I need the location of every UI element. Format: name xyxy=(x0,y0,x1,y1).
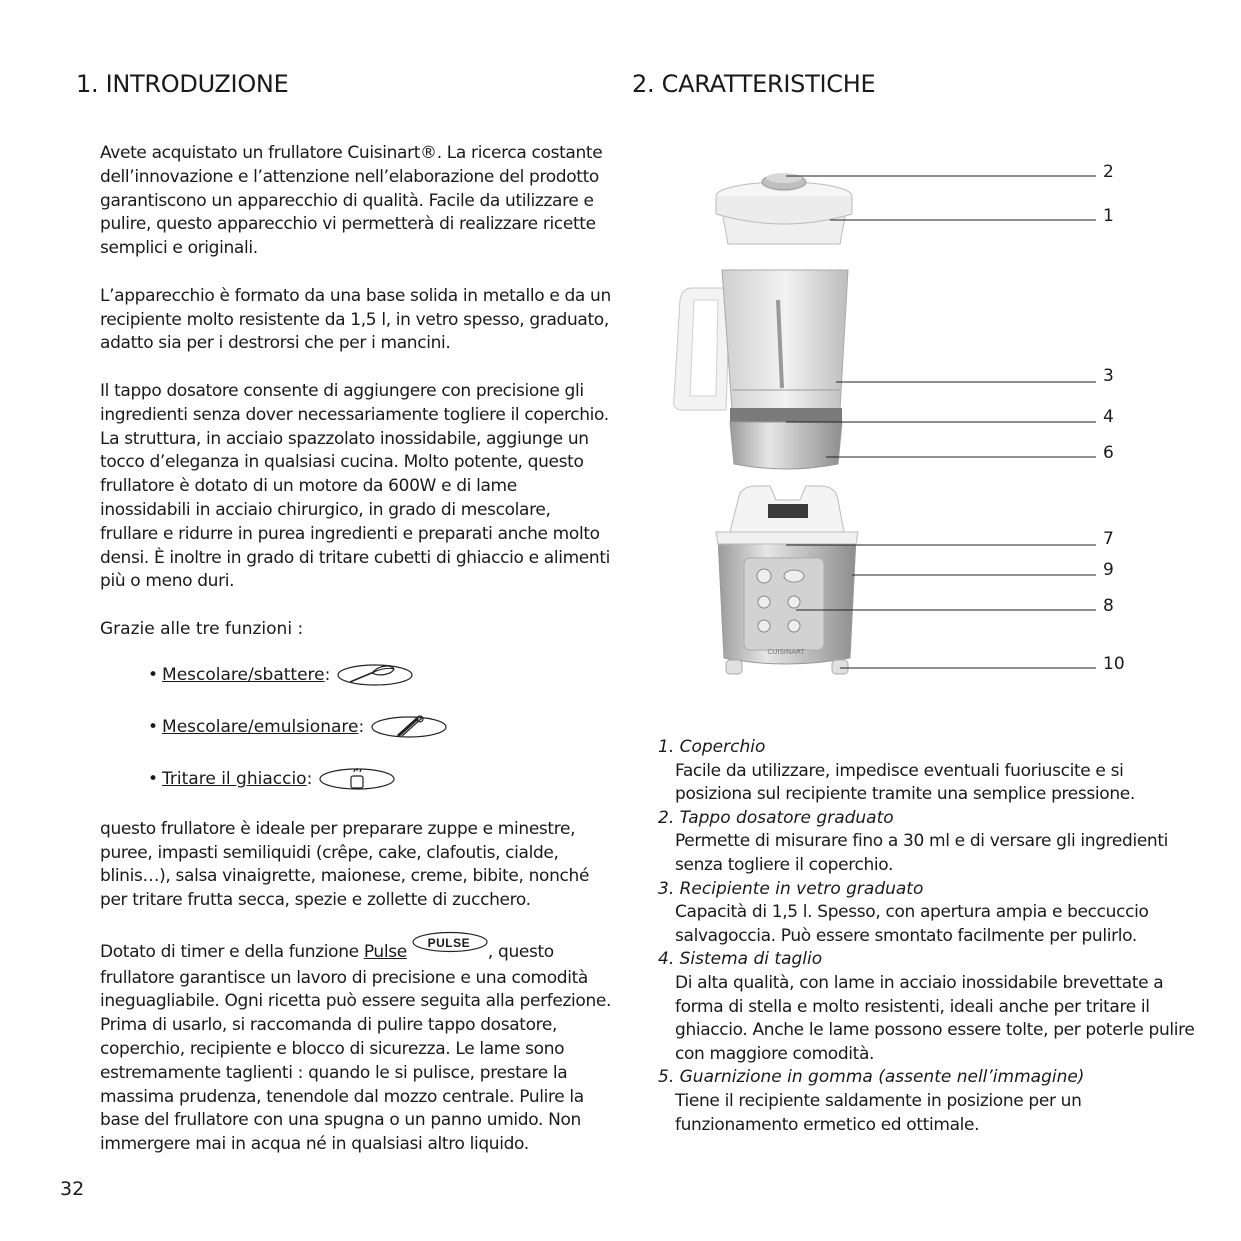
bullet: • xyxy=(148,768,159,789)
legend-item-title: 2. Tappo dosatore graduato xyxy=(658,807,894,828)
function-sep: : xyxy=(358,716,365,737)
legend-item-desc: Di alta qualità, con lame in acciaio inossidabile brevettate a forma di stella e molto resistenti, ideali anche per tritare il ghiaccio. Anche le lame possono essere tolte, per poterle pulire con maggiore comodità. xyxy=(675,972,1195,1064)
functions-intro: Grazie alle tre funzioni : xyxy=(100,618,304,639)
function-label: Tritare il ghiaccio xyxy=(162,768,307,789)
function-sep: : xyxy=(306,768,313,789)
legend-item-desc: Tiene il recipiente saldamente in posizione per un funzionamento ermetico ed ottimale. xyxy=(675,1090,1082,1135)
legend-item xyxy=(658,948,1198,1066)
section-title-caratteristiche: 2. CARATTERISTICHE xyxy=(632,70,876,98)
legend-item xyxy=(658,807,1198,878)
function-label: Mescolare/emulsionare xyxy=(162,716,359,737)
legend-item-desc: Capacità di 1,5 l. Spesso, con apertura ampia e beccuccio salvagoccia. Può essere smontato facilmente per pulirlo. xyxy=(675,902,1149,946)
callout-number: 9 xyxy=(1103,560,1114,580)
intro-paragraph: Avete acquistato un frullatore Cuisinart®. La ricerca costante dell’innovazione e l’attenzione nell’elaborazione del prodotto garantiscono un apparecchio di qualità. Facile da utilizzare e pulire, questo apparecchio vi permetterà di realizzare ricette semplici e originali. xyxy=(100,143,603,259)
intro-paragraph: questo frullatore è ideale per preparare zuppe e minestre, puree, impasti semiliquidi (crêpe, cake, clafoutis, cialde, blinis…), salsa vinaigrette, maionese, creme, bibite, nonché per tritare frutta secca, spezie e zollette di zucchero. xyxy=(100,818,590,911)
legend-item-title: 1. Coperchio xyxy=(658,737,766,757)
callout-number: 2 xyxy=(1103,162,1114,182)
legend-item xyxy=(658,736,1198,807)
bullet: • xyxy=(148,664,159,685)
legend-item xyxy=(658,1066,1198,1137)
legend-item-title: 5. Guarnizione in gomma (assente nell’immagine) xyxy=(658,1067,1085,1088)
features-legend xyxy=(658,736,1198,1137)
intro-paragraph: Il tappo dosatore consente di aggiungere con precisione gli ingredienti senza dover necessariamente togliere il coperchio. La struttura, in acciaio spazzolato inossidabile, aggiunge un tocco d’eleganza in qualsiasi cucina. Molto potente, questo frullatore è dotato di un motore da 600W e di lame inossidabili in acciaio chirurgico, in grado di mescolare, frullare e ridurre in purea ingredienti e preparati anche molto densi. È inoltre in grado di tritare cubetti di ghiaccio e alimenti più o meno duri. xyxy=(100,380,611,592)
legend-item xyxy=(658,878,1198,949)
cleaning-paragraph: Prima di usarlo, si raccomanda di pulire tappo dosatore, coperchio, recipiente e blocco di sicurezza. Le lame sono estremamente taglienti : quando le si pulisce, prestare la massima prudenza, tenendole dal mozzo centrale. Pulire la base del frullatore con una spugna o un panno umido. Non immergere mai in acqua né in qualsiasi altro liquido. xyxy=(100,1015,584,1155)
intro-paragraph: L’apparecchio è formato da una base solida in metallo e da un recipiente molto resistente da 1,5 l, in vetro spesso, graduato, adatto sia per i destrorsi che per i mancini. xyxy=(100,285,611,354)
legend-item-desc: Facile da utilizzare, impedisce eventuali fuoriuscite e si posiziona sul recipiente tramite una semplice pressione. xyxy=(675,760,1135,805)
legend-item-title: 4. Sistema di taglio xyxy=(658,949,823,970)
callout-number: 6 xyxy=(1103,443,1114,463)
callout-number: 8 xyxy=(1103,596,1114,616)
callout-number: 10 xyxy=(1103,654,1125,674)
callout-number: 7 xyxy=(1103,529,1114,549)
callout-number: 4 xyxy=(1103,407,1114,427)
base-brand: CUISINART xyxy=(767,648,805,656)
bullet: • xyxy=(148,716,159,737)
function-label: Mescolare/sbattere xyxy=(162,664,325,685)
section-title-introduzione: 1. INTRODUZIONE xyxy=(76,70,289,98)
pulse-button-label: PULSE xyxy=(427,935,471,950)
page-number: 32 xyxy=(60,1178,85,1200)
callout-number: 1 xyxy=(1103,206,1114,226)
legend-item-desc: Permette di misurare fino a 30 ml e di versare gli ingredienti senza togliere il coperchio. xyxy=(675,831,1169,875)
function-sep: : xyxy=(324,664,331,685)
pulse-text-post: , questo frullatore garantisce un lavoro di precisione e una comodità ineguagliabile. Ogni ricetta può essere seguita alla perfezione. xyxy=(100,941,612,1012)
legend-item-title: 3. Recipiente in vetro graduato xyxy=(658,878,924,899)
pulse-text-pre: Dotato di timer e della funzione xyxy=(100,941,364,962)
pulse-link: Pulse xyxy=(363,941,407,962)
callout-number: 3 xyxy=(1103,366,1114,386)
